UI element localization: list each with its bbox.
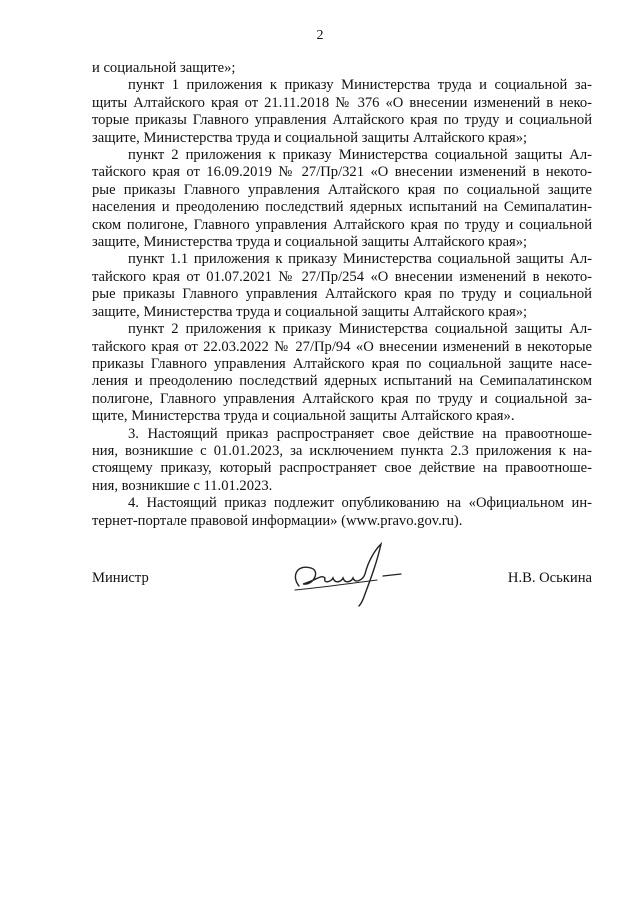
text-line: 3. Настоящий приказ распространяет свое действие на правоотноше-	[128, 425, 592, 442]
text-line: 4. Настоящий приказ подлежит опубликованию на «Официальном ин-	[128, 495, 592, 512]
handwritten-signature	[277, 534, 407, 614]
text-line: пункт 1 приложения к приказу Министерства труда и социальной за-	[128, 77, 592, 94]
text-line: щиты Алтайского края от 21.11.2018 № 376 «О внесении изменений в неко-	[92, 94, 592, 111]
text-line: полигоне, Главного управления Алтайского края по труду и социальной за-	[92, 390, 592, 407]
text-line: тернет-портале правовой информации» (www.pravo.gov.ru).	[92, 512, 463, 529]
text-line: защите, Министерства труда и социальной защиты Алтайского края»;	[92, 129, 528, 146]
text-line: ния, возникшие с 01.01.2023, за исключением пункта 2.3 приложения к на-	[92, 442, 592, 459]
text-line: тайского края от 01.07.2021 № 27/Пр/254 «О внесении изменений в некото-	[92, 268, 592, 285]
text-line: пункт 2 приложения к приказу Министерства социальной защиты Ал-	[128, 147, 592, 164]
text-line: ления и преодолению последствий ядерных испытаний на Семипалатинском	[92, 373, 592, 390]
signatory-role: Министр	[92, 570, 149, 586]
page-number: 2	[316, 28, 324, 43]
text-line: и социальной защите»;	[92, 60, 236, 76]
signatory-name: Н.В. Оськина	[507, 570, 592, 586]
text-line: ском полигоне, Главного управления Алтайского края по труду и социальной	[92, 216, 592, 233]
text-line: рые приказы Главного управления Алтайского края по социальной защите	[92, 181, 592, 198]
text-line: пункт 2 приложения к приказу Министерства социальной защиты Ал-	[128, 321, 592, 338]
text-line: защите, Министерства труда и социальной защиты Алтайского края»;	[92, 234, 528, 251]
text-line: торые приказы Главного управления Алтайского края по труду и социальной	[92, 112, 592, 129]
text-line: рые приказы Главного управления Алтайского края по труду и социальной	[92, 286, 592, 303]
text-line: населения и преодолению последствий ядерных испытаний на Семипалатин-	[92, 199, 592, 216]
text-line: стоящему приказу, который распространяет свое действие на правоотноше-	[92, 460, 592, 477]
text-line: приказы Главного управления Алтайского края по социальной защите насе-	[92, 355, 592, 372]
text-line: пункт 1.1 приложения к приказу Министерства социальной защиты Ал-	[128, 251, 592, 268]
text-line: защите, Министерства труда и социальной защиты Алтайского края»;	[92, 303, 528, 320]
text-line: тайского края от 22.03.2022 № 27/Пр/94 «О внесении изменений в некоторые	[92, 338, 592, 355]
text-line: ния, возникшие с 11.01.2023.	[92, 477, 273, 494]
document-body	[92, 60, 592, 530]
text-line: щите, Министерства труда и социальной защиты Алтайского края».	[92, 408, 515, 425]
text-line: тайского края от 16.09.2019 № 27/Пр/321 «О внесении изменений в некото-	[92, 164, 592, 181]
signature-block	[92, 570, 592, 600]
